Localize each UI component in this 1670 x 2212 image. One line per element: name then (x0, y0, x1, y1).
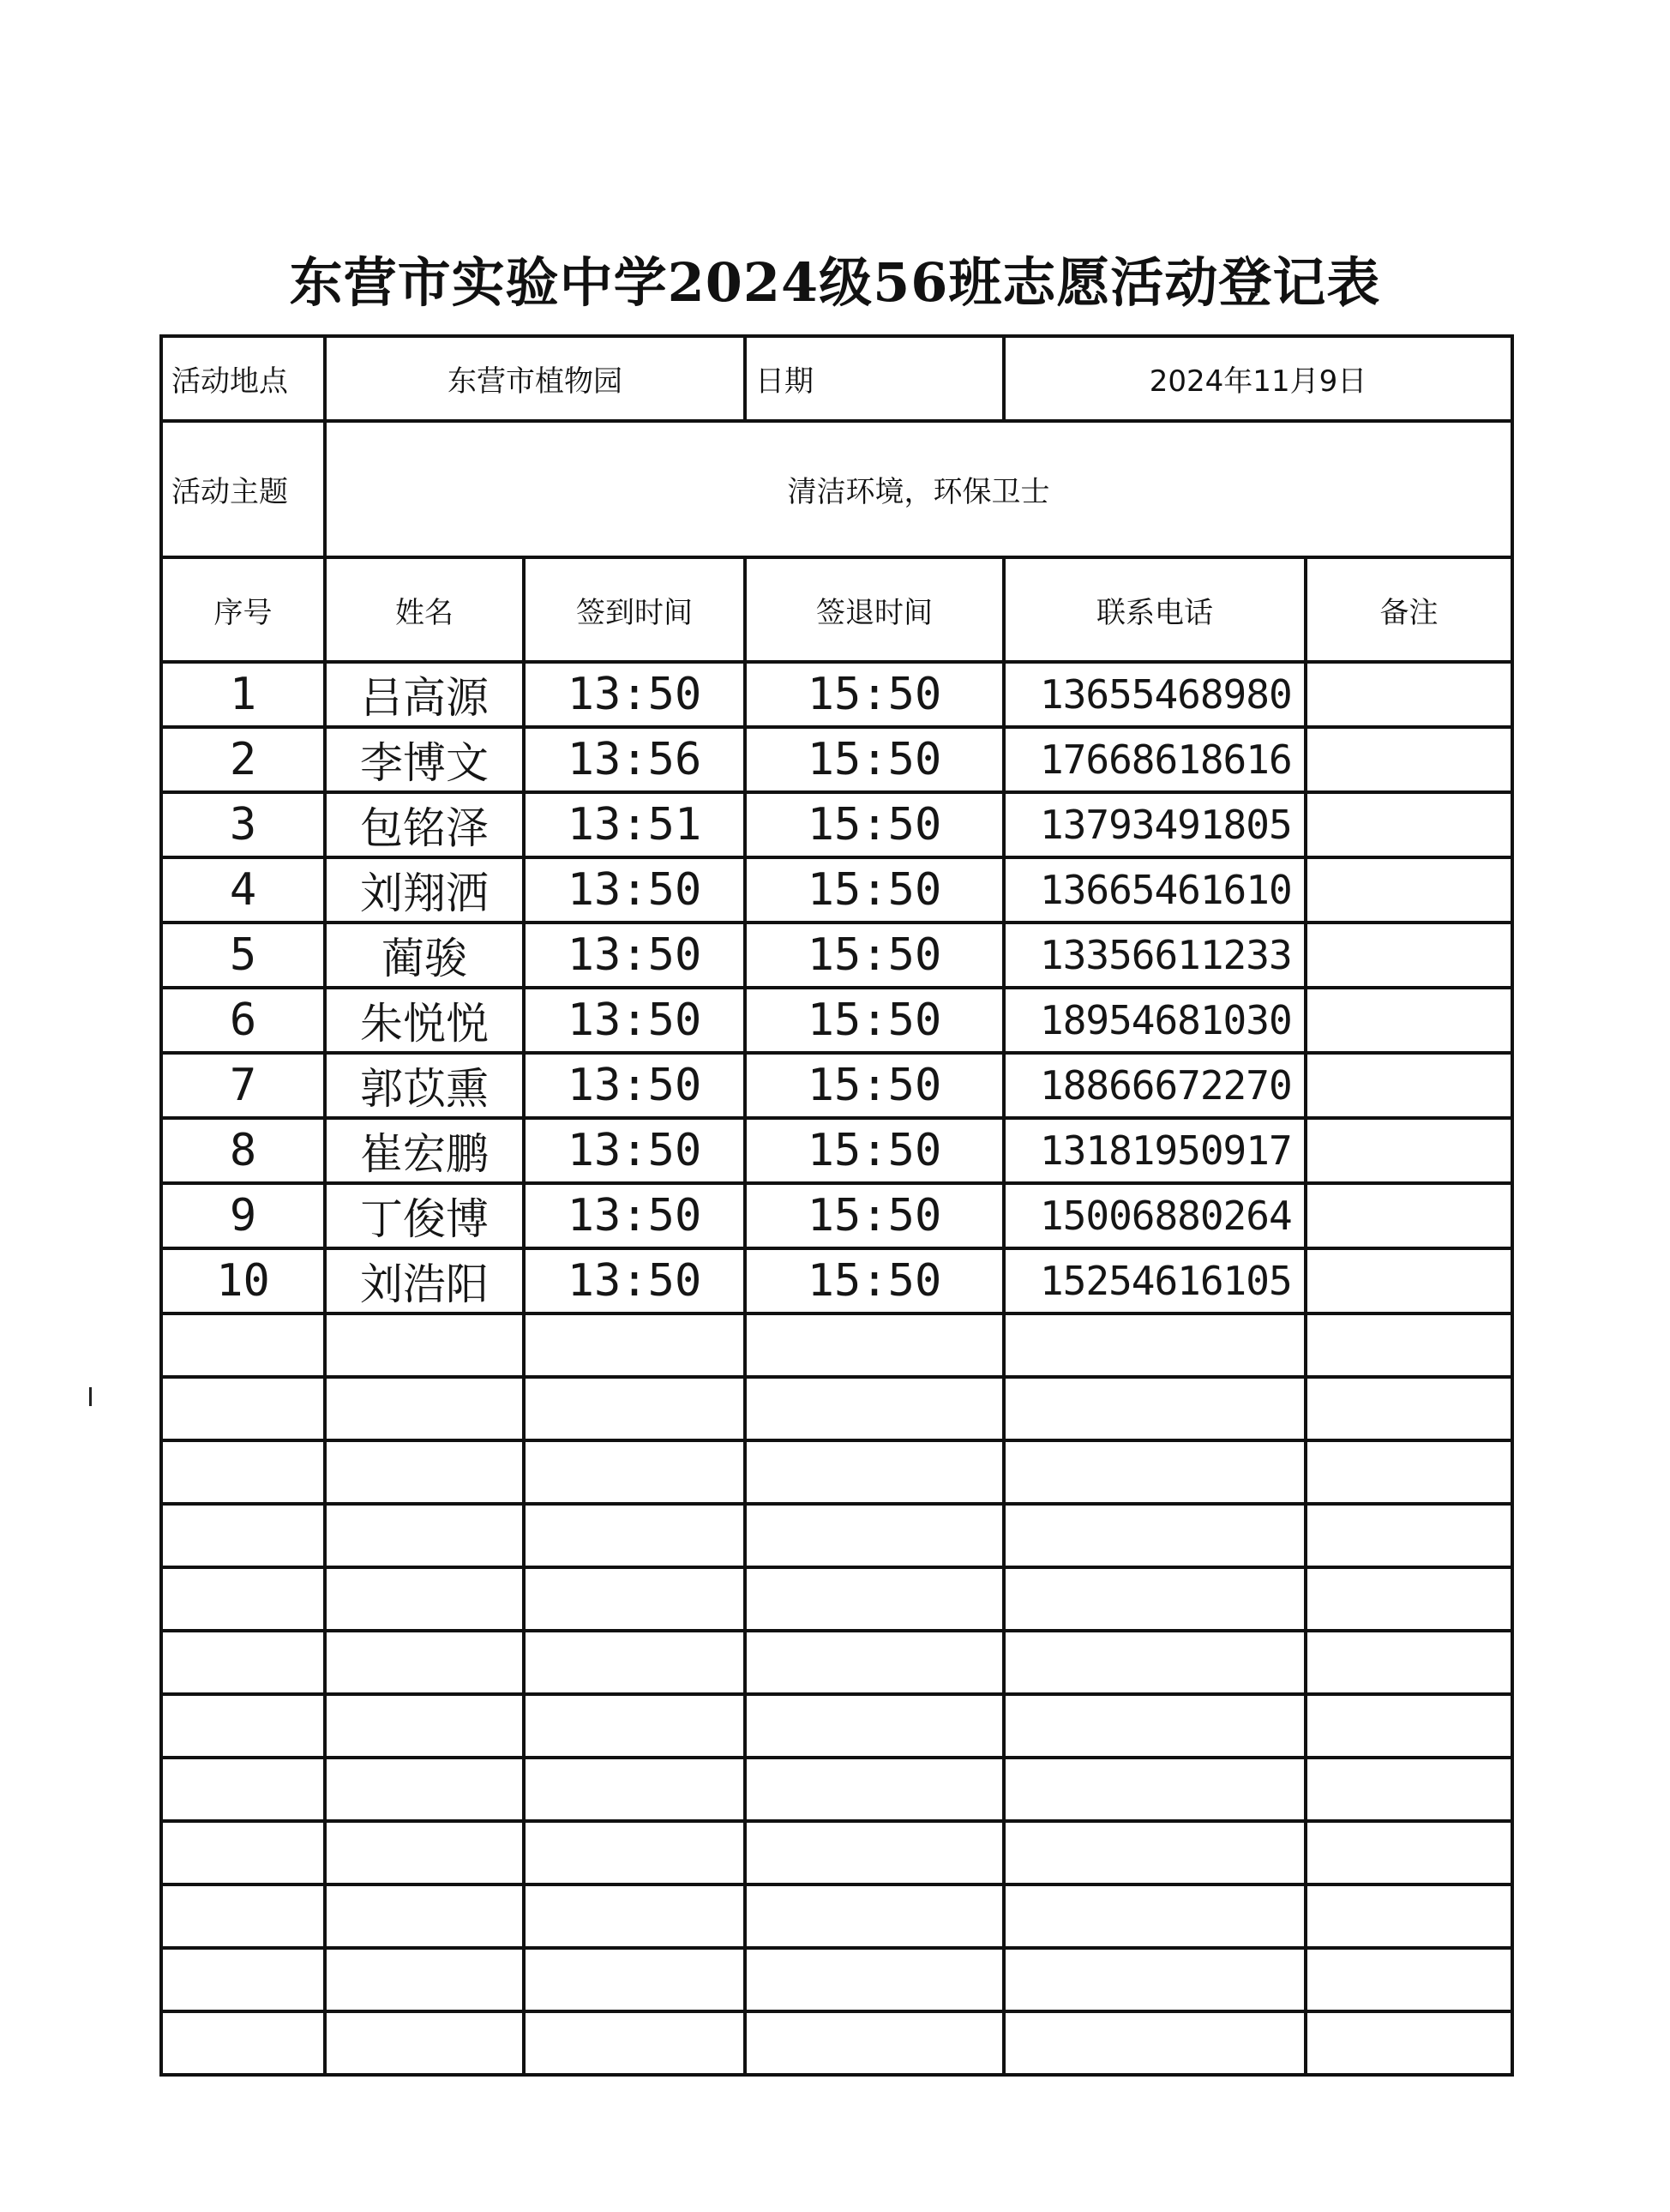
empty-cell (161, 1313, 325, 1377)
empty-cell (1306, 1758, 1512, 1821)
cell-phone: 15254616105 (1004, 1248, 1306, 1313)
cell-checkin: 13:50 (524, 857, 745, 923)
cell-name: 吕高源 (325, 662, 524, 727)
empty-cell (1004, 1694, 1306, 1758)
empty-cell (161, 1504, 325, 1567)
empty-cell (325, 1948, 524, 2011)
cell-phone: 15006880264 (1004, 1183, 1306, 1248)
cell-name: 蔺骏 (325, 923, 524, 988)
cell-note (1306, 1248, 1512, 1313)
cell-checkout: 15:50 (745, 857, 1004, 923)
cell-phone: 17668618616 (1004, 727, 1306, 792)
empty-cell (1004, 1631, 1306, 1694)
header-row (161, 557, 1512, 662)
empty-row (161, 2011, 1512, 2075)
empty-cell (1306, 1948, 1512, 2011)
cell-name: 李博文 (325, 727, 524, 792)
empty-cell (524, 1567, 745, 1631)
empty-cell (325, 1694, 524, 1758)
cell-checkout: 15:50 (745, 1183, 1004, 1248)
empty-cell (1306, 1821, 1512, 1884)
cell-checkout: 15:50 (745, 923, 1004, 988)
cell-no: 2 (161, 727, 325, 792)
cell-no: 8 (161, 1118, 325, 1183)
cell-no: 6 (161, 988, 325, 1053)
empty-cell (325, 1758, 524, 1821)
empty-cell (524, 1694, 745, 1758)
cell-no: 7 (161, 1053, 325, 1118)
empty-row (161, 1313, 1512, 1377)
empty-cell (161, 1631, 325, 1694)
column-header-phone: 联系电话 (1004, 557, 1306, 662)
empty-cell (1004, 1440, 1306, 1504)
empty-cell (745, 1567, 1004, 1631)
column-header-checkin: 签到时间 (524, 557, 745, 662)
cell-phone: 13793491805 (1004, 792, 1306, 857)
empty-cell (745, 2011, 1004, 2075)
cell-no: 1 (161, 662, 325, 727)
registration-table (159, 334, 1514, 2077)
table-row (161, 662, 1512, 727)
empty-cell (1004, 2011, 1306, 2075)
empty-cell (1004, 1884, 1306, 1948)
cell-note (1306, 1183, 1512, 1248)
empty-cell (745, 1821, 1004, 1884)
table-row (161, 988, 1512, 1053)
cell-note (1306, 1118, 1512, 1183)
cell-note (1306, 792, 1512, 857)
cell-no: 4 (161, 857, 325, 923)
cell-name: 郭苡熏 (325, 1053, 524, 1118)
table-row (161, 727, 1512, 792)
cell-name: 刘翔洒 (325, 857, 524, 923)
cell-checkin: 13:50 (524, 1053, 745, 1118)
empty-row (161, 1758, 1512, 1821)
empty-cell (161, 1948, 325, 2011)
empty-cell (1306, 1884, 1512, 1948)
theme-label: 活动主题 (161, 421, 325, 557)
empty-cell (1306, 1313, 1512, 1377)
table-row (161, 1053, 1512, 1118)
cell-checkout: 15:50 (745, 1053, 1004, 1118)
cell-note (1306, 857, 1512, 923)
empty-row (161, 1567, 1512, 1631)
cell-name: 丁俊博 (325, 1183, 524, 1248)
empty-cell (325, 2011, 524, 2075)
empty-cell (1004, 1504, 1306, 1567)
empty-cell (161, 1694, 325, 1758)
cell-checkin: 13:50 (524, 923, 745, 988)
empty-cell (1004, 1948, 1306, 2011)
empty-cell (1004, 1377, 1306, 1440)
empty-cell (524, 1377, 745, 1440)
empty-row (161, 1884, 1512, 1948)
empty-cell (325, 1440, 524, 1504)
table-row (161, 792, 1512, 857)
cell-checkin: 13:50 (524, 1118, 745, 1183)
empty-cell (524, 1313, 745, 1377)
cell-name: 崔宏鹏 (325, 1118, 524, 1183)
cell-note (1306, 662, 1512, 727)
cell-phone: 13356611233 (1004, 923, 1306, 988)
empty-cell (745, 1884, 1004, 1948)
empty-cell (524, 1821, 745, 1884)
empty-cell (325, 1567, 524, 1631)
empty-cell (524, 1884, 745, 1948)
empty-row (161, 1631, 1512, 1694)
empty-cell (745, 1440, 1004, 1504)
info-row-location (161, 336, 1512, 421)
empty-cell (161, 2011, 325, 2075)
cell-checkin: 13:50 (524, 1183, 745, 1248)
cell-name: 刘浩阳 (325, 1248, 524, 1313)
empty-cell (161, 1758, 325, 1821)
empty-cell (325, 1631, 524, 1694)
cell-note (1306, 727, 1512, 792)
empty-cell (1306, 1567, 1512, 1631)
column-header-note: 备注 (1306, 557, 1512, 662)
theme-value: 清洁环境，环保卫士 (325, 421, 1512, 557)
table-row (161, 1118, 1512, 1183)
location-label: 活动地点 (161, 336, 325, 421)
empty-cell (325, 1377, 524, 1440)
empty-cell (1306, 1440, 1512, 1504)
table-row (161, 923, 1512, 988)
cell-checkin: 13:50 (524, 662, 745, 727)
cell-no: 10 (161, 1248, 325, 1313)
cell-checkout: 15:50 (745, 662, 1004, 727)
empty-cell (745, 1504, 1004, 1567)
cell-checkin: 13:51 (524, 792, 745, 857)
empty-cell (745, 1694, 1004, 1758)
empty-cell (325, 1884, 524, 1948)
empty-cell (161, 1821, 325, 1884)
empty-cell (161, 1440, 325, 1504)
empty-row (161, 1821, 1512, 1884)
cell-name: 包铭泽 (325, 792, 524, 857)
empty-row (161, 1504, 1512, 1567)
empty-cell (745, 1313, 1004, 1377)
info-row-theme (161, 421, 1512, 557)
cell-no: 3 (161, 792, 325, 857)
empty-cell (325, 1313, 524, 1377)
empty-cell (325, 1821, 524, 1884)
date-label: 日期 (745, 336, 1004, 421)
empty-cell (524, 1631, 745, 1694)
cell-checkin: 13:56 (524, 727, 745, 792)
cell-checkout: 15:50 (745, 1118, 1004, 1183)
empty-cell (745, 1377, 1004, 1440)
cell-no: 5 (161, 923, 325, 988)
cell-phone: 13181950917 (1004, 1118, 1306, 1183)
cell-checkin: 13:50 (524, 1248, 745, 1313)
empty-cell (161, 1377, 325, 1440)
cell-note (1306, 923, 1512, 988)
empty-cell (325, 1504, 524, 1567)
empty-cell (1306, 2011, 1512, 2075)
empty-cell (1004, 1821, 1306, 1884)
table-row (161, 1183, 1512, 1248)
column-header-checkout: 签退时间 (745, 557, 1004, 662)
empty-cell (745, 1758, 1004, 1821)
empty-cell (161, 1567, 325, 1631)
cell-phone: 13655468980 (1004, 662, 1306, 727)
empty-cell (1306, 1377, 1512, 1440)
empty-row (161, 1694, 1512, 1758)
empty-cell (524, 2011, 745, 2075)
empty-cell (1306, 1694, 1512, 1758)
cell-phone: 18954681030 (1004, 988, 1306, 1053)
table-row (161, 857, 1512, 923)
location-value: 东营市植物园 (325, 336, 745, 421)
cell-phone: 18866672270 (1004, 1053, 1306, 1118)
cell-checkout: 15:50 (745, 1248, 1004, 1313)
empty-cell (745, 1948, 1004, 2011)
cell-checkout: 15:50 (745, 988, 1004, 1053)
empty-cell (524, 1758, 745, 1821)
cell-phone: 13665461610 (1004, 857, 1306, 923)
cell-checkout: 15:50 (745, 727, 1004, 792)
column-header-no: 序号 (161, 557, 325, 662)
empty-row (161, 1377, 1512, 1440)
cell-name: 朱悦悦 (325, 988, 524, 1053)
empty-row (161, 1948, 1512, 2011)
empty-cell (745, 1631, 1004, 1694)
empty-cell (1004, 1313, 1306, 1377)
empty-cell (524, 1948, 745, 2011)
column-header-name: 姓名 (325, 557, 524, 662)
scan-mark (89, 1387, 92, 1406)
cell-checkin: 13:50 (524, 988, 745, 1053)
page-title: 东营市实验中学2024级56班志愿活动登记表 (289, 251, 1381, 314)
cell-note (1306, 988, 1512, 1053)
empty-cell (1306, 1504, 1512, 1567)
table-row (161, 1248, 1512, 1313)
empty-cell (1004, 1567, 1306, 1631)
empty-cell (1004, 1758, 1306, 1821)
empty-cell (524, 1504, 745, 1567)
empty-cell (161, 1884, 325, 1948)
empty-cell (1306, 1631, 1512, 1694)
cell-note (1306, 1053, 1512, 1118)
cell-checkout: 15:50 (745, 792, 1004, 857)
cell-no: 9 (161, 1183, 325, 1248)
empty-row (161, 1440, 1512, 1504)
date-value: 2024年11月9日 (1004, 336, 1512, 421)
empty-cell (524, 1440, 745, 1504)
